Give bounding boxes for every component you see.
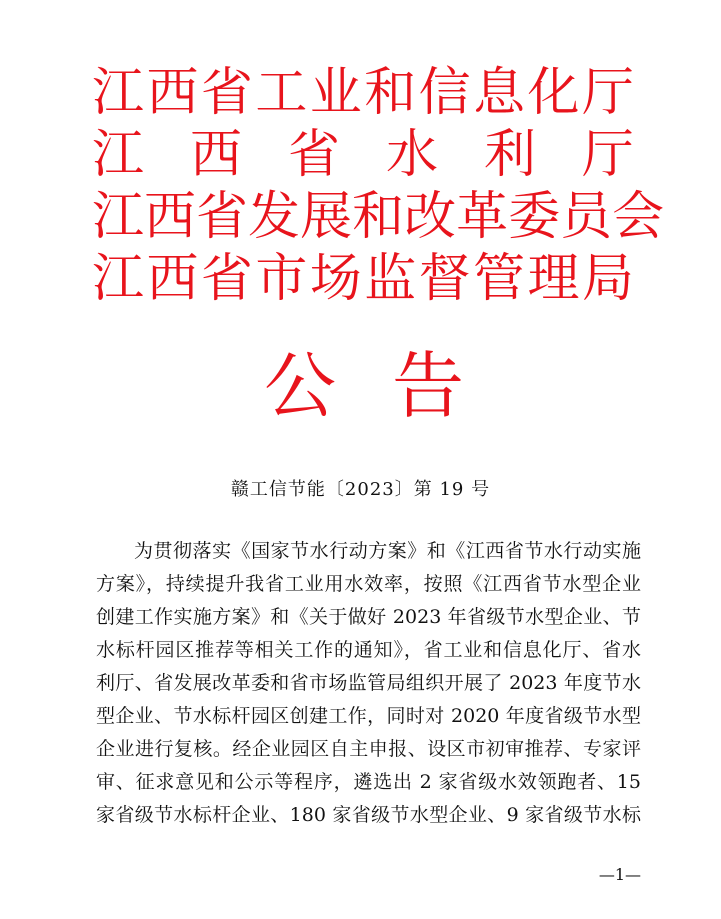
header-char: 省 — [287, 125, 340, 185]
header-char: 西 — [146, 63, 199, 123]
header-char: 业 — [309, 63, 362, 123]
issuing-authorities-header — [92, 62, 665, 310]
body-line: 企业进行复核。经企业园区自主申报、设区市初审推荐、专家评 — [96, 738, 641, 760]
header-char: 市 — [255, 249, 308, 309]
header-char: 化 — [527, 63, 580, 123]
header-char: 和 — [352, 187, 405, 247]
header-char: 理 — [527, 249, 580, 309]
body-line: 为贯彻落实《国家节水行动方案》和《江西省节水行动实施 — [134, 540, 641, 562]
header-char: 省 — [200, 249, 253, 309]
header-line-4 — [92, 248, 634, 310]
document-number: 赣工信节能〔2023〕第 19 号 — [230, 479, 491, 500]
header-char: 员 — [560, 187, 613, 247]
header-char: 工 — [255, 63, 308, 123]
title-char: 告 — [391, 344, 464, 428]
header-char: 息 — [473, 63, 526, 123]
header-char: 厅 — [581, 63, 634, 123]
header-char: 江 — [92, 125, 145, 185]
header-char: 厅 — [581, 125, 634, 185]
title-char: 公 — [264, 344, 337, 428]
header-char: 会 — [612, 187, 665, 247]
header-char: 和 — [364, 63, 417, 123]
header-char: 革 — [456, 187, 509, 247]
body-line: 型企业、节水标杆园区创建工作，同时对 2020 年度省级节水型 — [96, 705, 641, 727]
header-char: 委 — [508, 187, 561, 247]
body-line: 方案》，持续提升我省工业用水效率，按照《江西省节水型企业 — [96, 573, 641, 595]
body-line: 利厅、省发展改革委和省市场监管局组织开展了 2023 年度节水 — [96, 672, 641, 694]
header-line-3 — [92, 186, 665, 248]
header-line-2 — [92, 124, 634, 186]
header-char: 展 — [300, 187, 353, 247]
body-line: 创建工作实施方案》和《关于做好 2023 年省级节水型企业、节 — [96, 606, 641, 628]
header-char: 江 — [92, 249, 145, 309]
header-char: 管 — [473, 249, 526, 309]
header-char: 发 — [248, 187, 301, 247]
header-char: 西 — [146, 249, 199, 309]
page-number: —1— — [598, 865, 641, 884]
header-char: 场 — [309, 249, 362, 309]
header-char: 督 — [418, 249, 471, 309]
header-char: 利 — [483, 125, 536, 185]
header-char: 西 — [189, 125, 242, 185]
header-char: 西 — [144, 187, 197, 247]
header-line-1 — [92, 62, 634, 124]
notice-title — [264, 345, 464, 427]
header-char: 江 — [92, 63, 145, 123]
header-char: 局 — [581, 249, 634, 309]
header-char: 改 — [404, 187, 457, 247]
body-line: 家省级节水标杆企业、180 家省级节水型企业、9 家省级节水标 — [96, 804, 641, 826]
header-char: 信 — [418, 63, 471, 123]
header-char: 省 — [200, 63, 253, 123]
body-line: 审、征求意见和公示等程序，遴选出 2 家省级水效领跑者、15 — [96, 771, 641, 793]
header-char: 监 — [364, 249, 417, 309]
header-char: 江 — [92, 187, 145, 247]
body-line: 水标杆园区推荐等相关工作的通知》，省工业和信息化厅、省水 — [96, 639, 641, 661]
header-char: 水 — [385, 125, 438, 185]
body-text — [96, 535, 641, 832]
header-char: 省 — [196, 187, 249, 247]
